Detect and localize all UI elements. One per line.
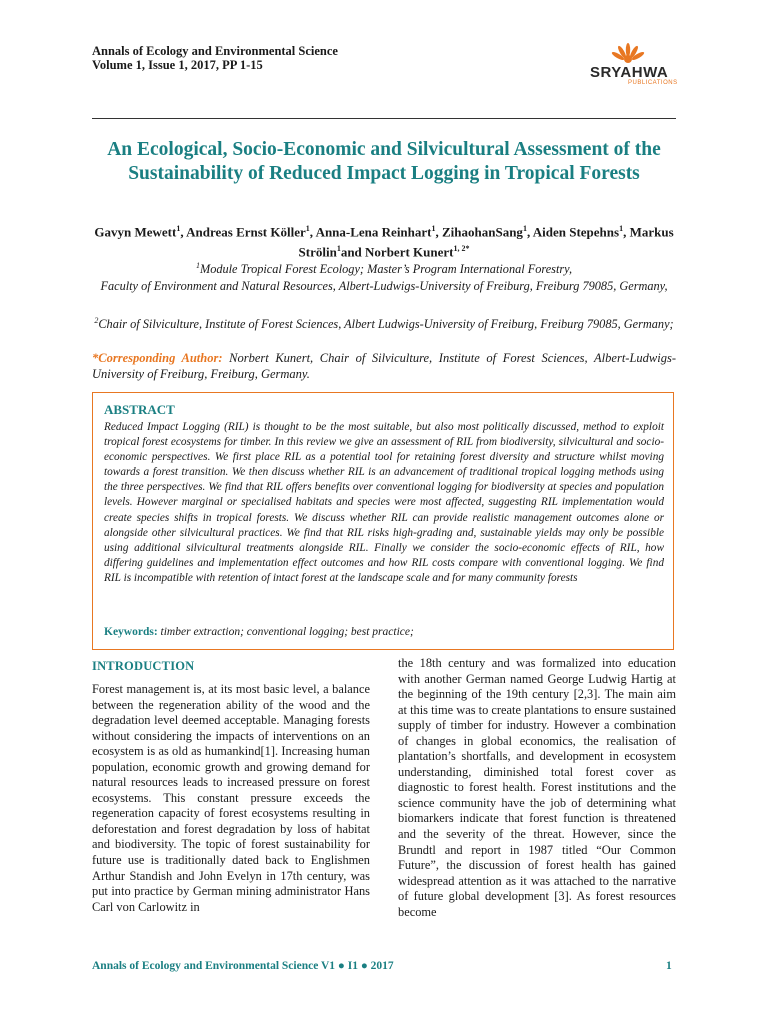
header-divider (92, 118, 676, 119)
keywords (104, 626, 664, 638)
author-name: Anna-Lena Reinhart (315, 224, 432, 240)
corresponding-text: Norbert Kunert, Chair of Silviculture, Institute of Forest Sciences, Albert-Ludwigs-University of Freiburg, Freiburg, Germany. (92, 351, 676, 381)
affiliation-2 (92, 313, 676, 332)
author-name: Aiden Stepehns (532, 224, 620, 240)
logo-subtext: PUBLICATIONS (628, 80, 678, 86)
author-separator: , (180, 224, 187, 240)
author-name: Andreas Ernst Köller (186, 224, 306, 240)
author-name: Markus Strölin (298, 224, 674, 260)
abstract-heading: ABSTRACT (104, 402, 175, 417)
author-affiliation-marker: 1 (619, 224, 624, 233)
author-name: Norbert Kunert (365, 244, 454, 260)
keywords-text: timber extraction; conventional logging; best practice; (157, 626, 414, 638)
author-affiliation-marker: 1 (305, 224, 310, 233)
journal-volume: Volume 1, Issue 1, 2017, PP 1-15 (92, 58, 263, 72)
author-affiliation-marker: 1 (176, 224, 181, 233)
corresponding-author (92, 350, 676, 382)
author-separator: , (526, 224, 533, 240)
intro-column-1: Forest management is, at its most basic level, a balance between the regeneration ability of the wood and the degradation level deemed acceptable. Managing forests without considering the impacts of interventions on an ecosystem is as old as humankind[1]. Increasing human population, economic growth and growing demand for natural resources leads to increased pressure on forest ecosystems. This constant pressure exceeds the regeneration capacity of forest ecosystems resulting in deforestation and forest degradation by loss of habitat and biodiversity. The topic of forest sustainability for future use is traditionally dated back to Englishmen Arthur Standish and John Evelyn in 17th century, was put into practice by German mining administrator Hans Carl von Carlowitz in (92, 682, 370, 914)
page-number: 1 (666, 960, 672, 972)
affiliation-1 (92, 258, 676, 277)
affiliation-2-marker: 2 (94, 316, 99, 325)
author-separator: , (435, 224, 442, 240)
author-list (92, 220, 676, 261)
abstract-text: Reduced Impact Logging (RIL) is thought to be the most suitable, but also most politically discussed, method to exploit tropical forest ecosystems for timber. In this review we give an assessment of RIL from biodiversity, silvicultural and socio-economic perspectives. We first place RIL as a potential tool for retaining forest diversity and structure whilst moving towards a forest transition. We then discuss whether RIL is an advancement of traditional tropical logging methods using the three perspectives. We find that RIL offers benefits over conventional logging for biodiversity at species and population levels. However marginal or specialised habitats and species were most affected, suggesting RIL implementation would create species shifts in tropical forests. We discuss whether RIL can provide realistic management outcomes alone or alongside other silvicultural practices. We find that RIL risks high-grading and, sustainable yields may only be possible using additional silvicultural treatments alongside RIL. Finally we consider the socio-economic effects of RIL, how differing guidelines and implementation effect outcomes and how RIL costs compare with conventional logging. We find RIL is incompatible with retention of intact forest at the landscape scale and for many community forests (104, 421, 664, 584)
author-separator: , (309, 224, 316, 240)
author-name: ZihaohanSang (442, 224, 523, 240)
paper-title: An Ecological, Socio-Economic and Silvicultural Assessment of the Sustainability of Reduced Impact Logging in Tropical Forests (107, 139, 661, 184)
logo-text: SRYAHWA (590, 64, 669, 81)
author-affiliation-marker: 1 (522, 224, 527, 233)
author-affiliation-marker: 1 (431, 224, 436, 233)
journal-name: Annals of Ecology and Environmental Science (92, 44, 338, 58)
corresponding-label: *Corresponding Author: (92, 351, 223, 365)
author-affiliation-marker: 1 (336, 244, 341, 254)
affiliation-1-marker: 1 (195, 261, 200, 270)
author-affiliation-marker: 1, 2* (453, 244, 470, 254)
author-separator: and (340, 244, 366, 260)
author-name: Gavyn Mewett (94, 224, 177, 240)
author-separator: , (623, 224, 630, 240)
affiliation-1-line1: Module Tropical Forest Ecology; Master’s Program International Forestry, (199, 262, 573, 277)
keywords-label: Keywords: (104, 626, 158, 638)
footer-citation: Annals of Ecology and Environmental Science V1 ● I1 ● 2017 (92, 960, 394, 972)
affiliation-2-line: Chair of Silviculture, Institute of Forest Sciences, Albert Ludwigs-University of Freiburg, Freiburg 79085, Germany; (98, 317, 674, 332)
affiliation-1-cont: Faculty of Environment and Natural Resources, Albert-Ludwigs-University of Freiburg, Freiburg 79085, Germany, (100, 279, 668, 293)
intro-column-2: the 18th century and was formalized into education with another German named George Ludwig Hartig at the beginning of the 19th century [2,3]. The main aim at this time was to create plantations to ensure sustained supply of timber for industry. However a combination of changes in global economics, the realisation of plantation’s shortfalls, and development in ecosystem understanding, diminished total forest cover as diagnostic to forest health. Forest institutions and the science community have the job of determining what biomarkers indicate that forest function is threatened and the severity of the threat. However, since the Brundtl and report in 1987 titled “Our Common Future”, the discussion of forest health has gained widespread attention as it was attached to the narrative of future global development [3]. As forest resources become (398, 656, 676, 919)
introduction-heading: INTRODUCTION (92, 659, 195, 673)
